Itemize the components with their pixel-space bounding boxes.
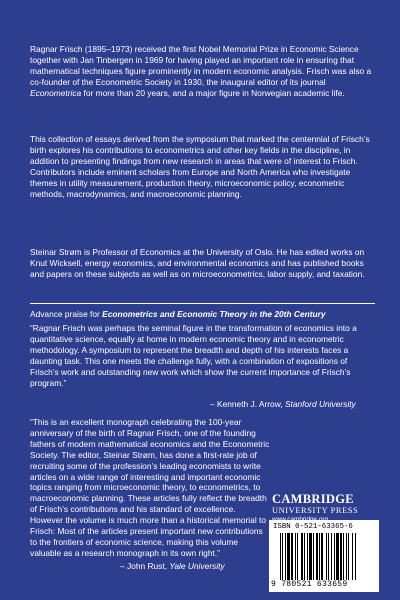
quote-affiliation: Yale University [169,561,225,571]
publisher-press: UNIVERSITY PRESS [272,506,359,515]
bio-text: Ragnar Frisch (1895–1973) received the first Nobel Memorial Prize in Economic Science together with Jan Tinbergen in 1969 for having played an important role in ensuring that mathematical techniques figure prominently in modern economic analysis. Frisch was also a co-founder of the Econometric Society in 1930, the inaugural editor of its journal [30,44,372,87]
frisch-biography-paragraph [30,44,375,99]
barcode-panel [269,520,379,592]
journal-name: Econometrica [30,87,82,98]
collection-description-paragraph: This collection of essays derived from the symposium that marked the centennial of Frisch’s birth explores his contributions to econometrics and other key fields in the discipline, in addition to presenting findings from new research in areas that were of interest to Frisch. Contributors include eminent scholars from Europe and North America who investigate themes in utility measurement, production theory, microeconomic policy, econometric methods, macrodynamics, and macroeconomic planning. [30,134,370,199]
rust-attribution [120,561,225,571]
quote-author: – John Rust, [120,561,170,571]
bio-text-end: for more than 20 years, and a major figure in Norwegian academic life. [81,87,345,98]
section-divider [30,303,375,304]
book-title: Econometrics and Economic Theory in the 20th Century [102,309,326,319]
publisher-name: CAMBRIDGE [272,492,354,506]
barcode-digits: 9 780521 633659 [271,580,348,589]
arrow-attribution [210,399,356,409]
rust-quote: “This is an excellent monograph celebrating the 100-year anniversary of the birth of Ragnar Frisch, one of the founding fathers of modern mathematical economics and the Econometric Society. The editor, Steinar Strøm, has done a first-rate job of recruiting some of the profession’s leading economists to write articles on a wide range of interesting and important economic topics ranging from microeconomic theory, to econometrics, to macroeconomic planning. These articles fully reflect the breadth of Frisch’s contributions and his standard of excellence. However the volume is much more than a historical memorial to Frisch: Most of the articles present important new contributions to the frontiers of economic science, making this volume valuable as a research monograph in its own right.” [30,417,270,558]
barcode-stripe [356,533,357,580]
quote-affiliation: Stanford University [284,399,356,409]
barcode-bars [280,533,370,580]
arrow-quote: “Ragnar Frisch was perhaps the seminal figure in the transformation of economics into a quantitative science, equally at home in modern economic theory and in econometric methodology. A symposium to represent the breadth and depth of his interests faces a daunting task. This one meets the challenge fully, with a combination of expositions of Frisch’s work and outstanding new work which show the current importance of Frisch’s program.” [30,323,357,388]
advance-praise-heading [30,309,326,320]
quote-author: – Kenneth J. Arrow, [210,399,285,409]
advance-prefix: Advance praise for [30,309,103,319]
editor-biography-paragraph: Steinar Strøm is Professor of Economics at the University of Oslo. He has edited works on Knut Wicksell, energy economics, and environmental economics and has published books and papers on these subjects as well as on microeconometrics, labor supply, and taxation. [30,247,365,279]
isbn-label: ISBN 0-521-63365-6 [273,523,353,531]
